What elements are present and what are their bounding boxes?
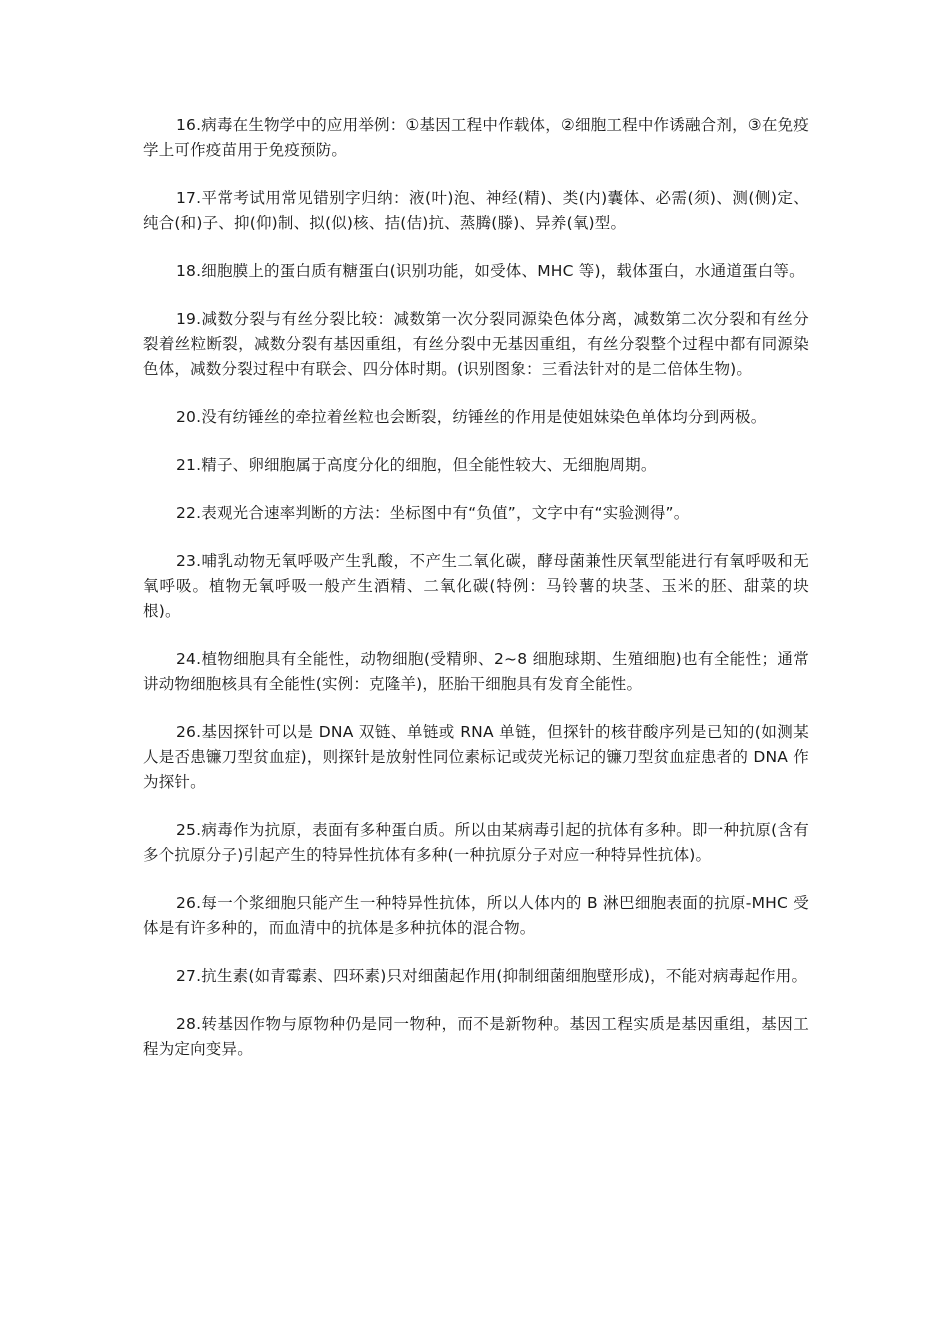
paragraph-22: 22.表观光合速率判断的方法：坐标图中有“负值”，文字中有“实验测得”。 <box>176 504 690 522</box>
paragraph-28: 28.转基因作物与原物种仍是同一物种，而不是新物种。基因工程实质是基因重组，基因工程为定向变异。 <box>143 1015 809 1058</box>
paragraph-26-probe: 26.基因探针可以是 DNA 双链、单链或 RNA 单链，但探针的核苷酸序列是已知的(如测某人是否患镰刀型贫血症)，则探针是放射性同位素标记或荧光标记的镰刀型贫血症患者的 DNA 作为探针。 <box>143 723 809 791</box>
paragraph-25: 25.病毒作为抗原，表面有多种蛋白质。所以由某病毒引起的抗体有多种。即一种抗原(含有多个抗原分子)引起产生的特异性抗体有多种(一种抗原分子对应一种特异性抗体)。 <box>143 821 809 864</box>
document-body <box>143 113 809 1085</box>
paragraph-23: 23.哺乳动物无氧呼吸产生乳酸，不产生二氧化碳，酵母菌兼性厌氧型能进行有氧呼吸和无氧呼吸。植物无氧呼吸一般产生酒精、二氧化碳(特例：马铃薯的块茎、玉米的胚、甜菜的块根)。 <box>143 552 809 620</box>
paragraph-20: 20.没有纺锤丝的牵拉着丝粒也会断裂，纺锤丝的作用是使姐妹染色单体均分到两极。 <box>176 408 767 426</box>
paragraph-17: 17.平常考试用常见错别字归纳：液(叶)泡、神经(精)、类(内)囊体、必需(须)、测(侧)定、纯合(和)子、抑(仰)制、拟(似)核、拮(佶)抗、蒸腾(滕)、异养(氧)型。 <box>143 189 809 232</box>
paragraph-26-antibody: 26.每一个浆细胞只能产生一种特异性抗体，所以人体内的 B 淋巴细胞表面的抗原-MHC 受体是有许多种的，而血清中的抗体是多种抗体的混合物。 <box>143 894 809 937</box>
paragraph-19: 19.减数分裂与有丝分裂比较：减数第一次分裂同源染色体分离，减数第二次分裂和有丝分裂着丝粒断裂，减数分裂有基因重组，有丝分裂中无基因重组，有丝分裂整个过程中都有同源染色体，减数分裂过程中有联会、四分体时期。(识别图象：三看法针对的是二倍体生物)。 <box>143 310 809 378</box>
paragraph-18: 18.细胞膜上的蛋白质有糖蛋白(识别功能，如受体、MHC 等)，载体蛋白，水通道蛋白等。 <box>176 262 805 280</box>
paragraph-24: 24.植物细胞具有全能性，动物细胞(受精卵、2~8 细胞球期、生殖细胞)也有全能性；通常讲动物细胞核具有全能性(实例：克隆羊)，胚胎干细胞具有发育全能性。 <box>143 650 809 693</box>
paragraph-27: 27.抗生素(如青霉素、四环素)只对细菌起作用(抑制细菌细胞壁形成)，不能对病毒起作用。 <box>176 967 808 985</box>
paragraph-21: 21.精子、卵细胞属于高度分化的细胞，但全能性较大、无细胞周期。 <box>176 456 657 474</box>
paragraph-16: 16.病毒在生物学中的应用举例：①基因工程中作载体，②细胞工程中作诱融合剂，③在免疫学上可作疫苗用于免疫预防。 <box>143 116 809 159</box>
